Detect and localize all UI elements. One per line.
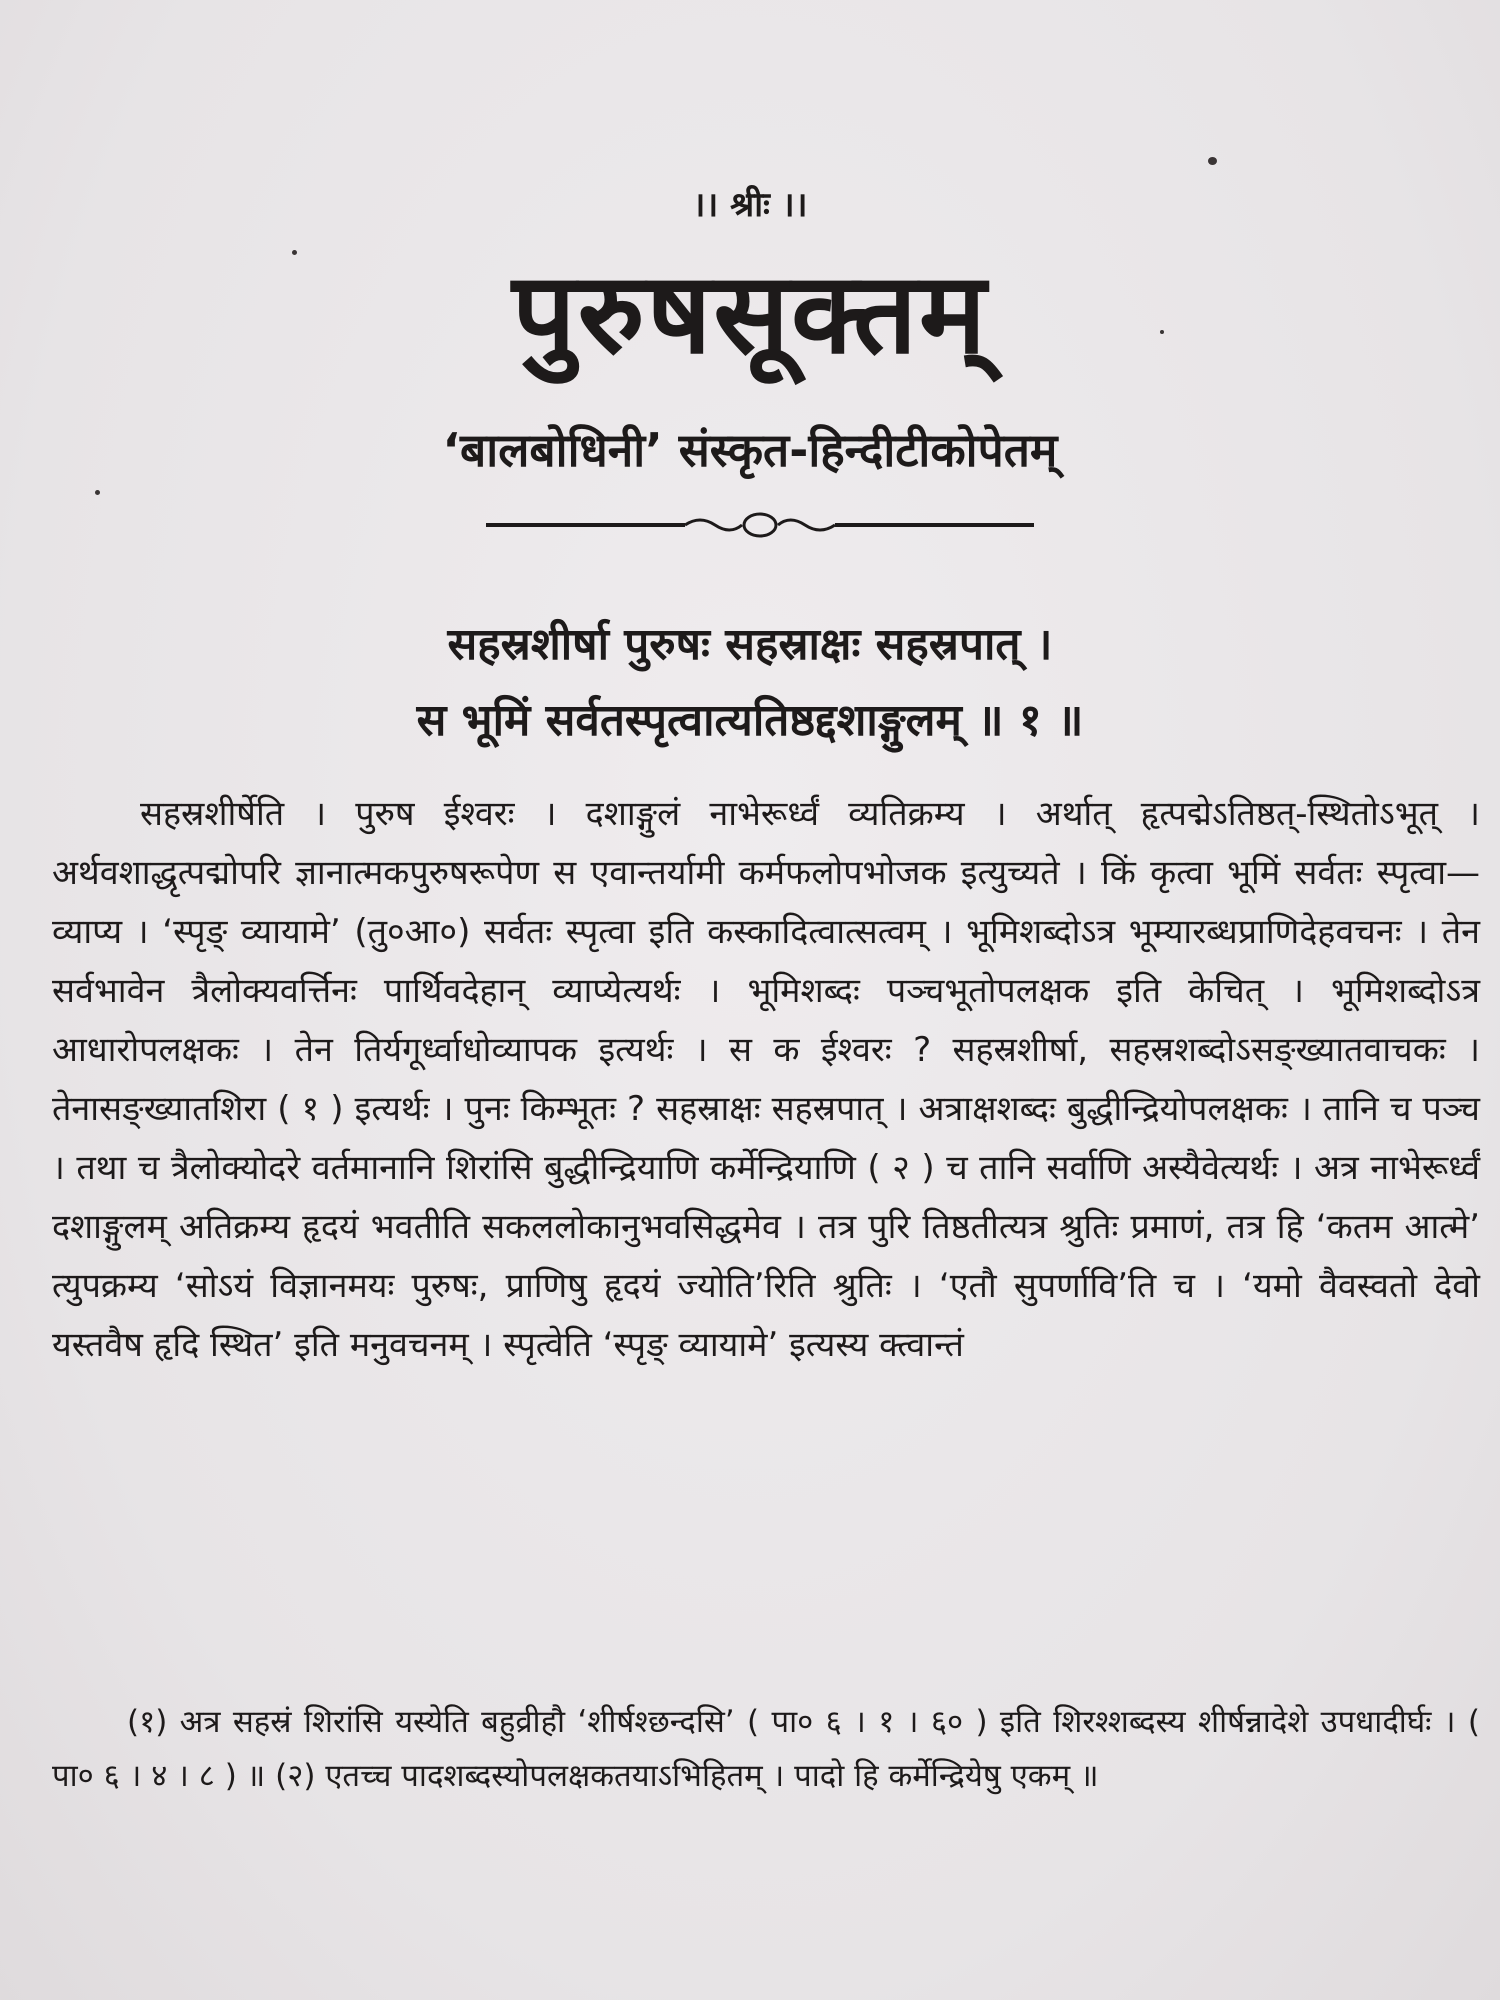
commentary-block [52,785,1480,1375]
paper-speck [95,490,100,495]
verse-line-1: सहस्रशीर्षा पुरुषः सहस्राक्षः सहस्रपात् । [447,619,1053,670]
page-subtitle: ‘बालबोधिनी’ संस्कृत-हिन्दीटीकोपेतम् [442,423,1058,477]
ornament-divider [480,505,1040,545]
verse-line-2: स भूमिं सर्वतस्पृत्वात्यतिष्ठद्दशाङ्गुलम् ॥ १ ॥ [416,695,1084,746]
page-title: पुरुषसूक्तम् [512,249,988,379]
footnote-paragraph: (१) अत्र सहस्रं शिरांसि यस्येति बहुव्रीहौ ‘शीर्षश्छन्दसि’ ( पा० ६ । १ । ६० ) इति शिरश्शब्दस्य शीर्षन्नादेशे उपधादीर्घः । ( पा० ६ । ४ । ८ ) ॥ (२) एतच्च पादशब्दस्योपलक्षकतयाऽभिहितम् । पादो हि कर्मेन्द्रियेषु एकम् ॥ [52,1704,1480,1794]
footnotes-block [52,1695,1480,1803]
paper-speck [292,250,297,255]
invocation-heading: ।। श्रीः ।। [692,185,808,225]
paper-speck [1160,330,1164,334]
paper-speck [1208,157,1217,165]
commentary-paragraph: सहस्रशीर्षेति । पुरुष ईश्वरः । दशाङ्गुलं नाभेरूर्ध्वं व्यतिक्रम्य । अर्थात् हृत्पद्मेऽतिष्ठत्-स्थितोऽभूत् । अर्थवशाद्धृत्पद्मोपरि ज्ञानात्मकपुरुषरूपेण स एवान्तर्यामी कर्मफलोपभोजक इत्युच्यते । किं कृत्वा भूमिं सर्वतः स्पृत्वा—व्याप्य । ‘स्पृङ् व्यायामे’ (तु०आ०) सर्वतः स्पृत्वा इति कस्कादित्वात्सत्वम् । भूमिशब्दोऽत्र भूम्यारब्धप्राणिदेहवचनः । तेन सर्वभावेन त्रैलोक्यवर्त्तिनः पार्थिवदेहान् व्याप्येत्यर्थः । भूमिशब्दः पञ्चभूतोपलक्षक इति केचित् । भूमिशब्दोऽत्र आधारोपलक्षकः । तेन तिर्यगूर्ध्वाधोव्यापक इत्यर्थः । स क ईश्वरः ? सहस्रशीर्षा, सहस्रशब्दोऽसङ्ख्यातवाचकः । तेनासङ्ख्यातशिरा ( १ ) इत्यर्थः । पुनः किम्भूतः ? सहस्राक्षः सहस्रपात् । अत्राक्षशब्दः बुद्धीन्द्रियोपलक्षकः । तानि च पञ्च । तथा च त्रैलोक्योदरे वर्तमानानि शिरांसि बुद्धीन्द्रियाणि कर्मेन्द्रियाणि ( २ ) च तानि सर्वाणि अस्यैवेत्यर्थः । अत्र नाभेरूर्ध्वं दशाङ्गुलम् अतिक्रम्य हृदयं भवतीति सकललोकानुभवसिद्धमेव । तत्र पुरि तिष्ठतीत्यत्र श्रुतिः प्रमाणं, तत्र हि ‘कतम आत्मे’ त्युपक्रम्य ‘सोऽयं विज्ञानमयः पुरुषः, प्राणिषु हृदयं ज्योति’रिति श्रुतिः । ‘एतौ सुपर्णावि’ति च । ‘यमो वैवस्वतो देवो यस्तवैष हृदि स्थित’ इति मनुवचनम् । स्पृत्वेति ‘स्पृङ् व्यायामे’ इत्यस्य क्त्वान्तं [52,794,1480,1365]
